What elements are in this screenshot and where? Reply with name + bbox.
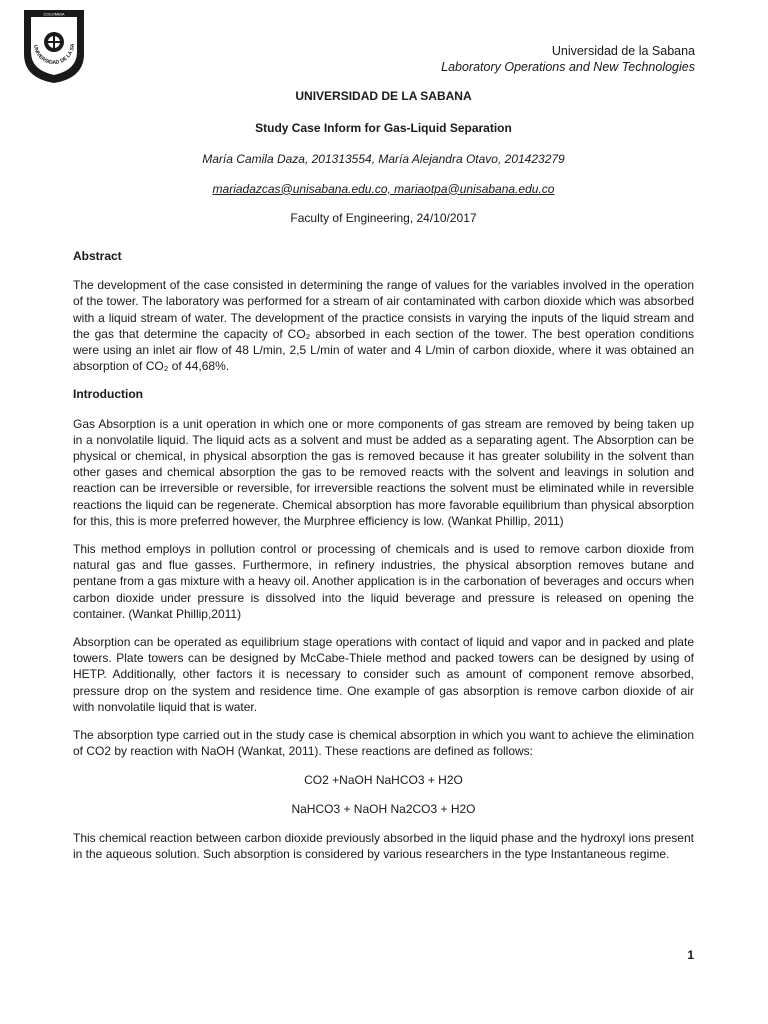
authors-line: María Camila Daza, 201313554, María Alejandra Otavo, 201423279 xyxy=(202,152,565,167)
author-emails[interactable]: mariadazcas@unisabana.edu.co, mariaotpa@unisabana.edu.co xyxy=(212,181,555,196)
logo-ring-text: UNIVERSIDAD DE LA SA xyxy=(31,43,77,67)
header-department: Laboratory Operations and New Technologies xyxy=(441,60,695,74)
faculty-date: Faculty of Engineering, 24/10/2017 xyxy=(290,210,477,225)
reaction-equation-1: CO2 +NaOH NaHCO3 + H2O xyxy=(304,772,463,787)
institution-title: UNIVERSIDAD DE LA SABANA xyxy=(295,89,472,103)
abstract-heading: Abstract xyxy=(73,249,122,264)
university-logo xyxy=(22,8,86,84)
logo-top-text: COLOMBIA xyxy=(43,11,65,17)
intro-paragraph-1: Gas Absorption is a unit operation in which one or more components of gas stream are removed by being taken up in a nonvolatile liquid. The liquid acts as a solvent and must be added as a separating agent. The Absorption can be physical or chemical, in physical absorption the gas is removed because it has greater solubility in the solvent than other gases and chemical absorption the gas to be removed reacts with the solvent and leavings in solution and reaction can be irreversible or reversible, for irreversible reactions the solvent must be eliminated while in reversible reactions the liquid can be regenerate. Chemical absorption has more favorable equilibrium than physical absorption for this, this is more preferred however, the Murphree efficiency is low. (Wankat Phillip, 2011) xyxy=(73,416,694,528)
intro-paragraph-4: The absorption type carried out in the study case is chemical absorption in which you want to achieve the elimination of CO2 by reaction with NaOH (Wankat, 2011). These reactions are defined as follows: xyxy=(73,728,694,759)
intro-paragraph-2: This method employs in pollution control or processing of chemicals and is used to remove carbon dioxide from natural gas and flue gasses. Furthermore, in refinery industries, the physical absorption removes butane and pentane from a gas mixture with a heavy oil. Another application is in the carbonation of beverages and occurs when carbon dioxide under pressure is dissolved into the liquid beverage and pressure is released on opening the container. (Wankat Phillip,2011) xyxy=(73,542,694,621)
report-title: Study Case Inform for Gas-Liquid Separation xyxy=(255,121,512,136)
header-university: Universidad de la Sabana xyxy=(551,44,695,58)
abstract-paragraph: The development of the case consisted in determining the range of values for the variables involved in the operation of the tower. The laboratory was performed for a stream of air contaminated with carbon dioxide which was absorbed with a liquid stream of water. The development of the practice consists in varying the inputs of the liquid stream and the gas that determine the capacity of CO₂ absorbed in each section of the tower. The best operation conditions were using an inlet air flow of 48 L/min, 2,5 L/min of water and 4 L/min of carbon dioxide, where it was obtained an absorption of CO₂ of 44,68%. xyxy=(73,278,694,374)
introduction-heading: Introduction xyxy=(73,387,143,402)
document-body xyxy=(73,88,694,874)
page-header xyxy=(441,43,695,75)
intro-paragraph-5: This chemical reaction between carbon dioxide previously absorbed in the liquid phase and the hydroxyl ions present in the aqueous solution. Such absorption is considered by various researchers in the type Instantaneous regime. xyxy=(73,830,694,862)
intro-paragraph-3: Absorption can be operated as equilibrium stage operations with contact of liquid and vapor and in packed and plate towers. Plate towers can be designed by McCabe-Thiele method and packed towers can be designed by using of HETP. Additionally, other factors it is necessary to consider such as amount of component remove absorbed, pressure drop on the system and residence time. One example of gas absorption is remove carbon dioxide of air with nonvolatile liquid that is water. xyxy=(73,635,694,714)
page-number: 1 xyxy=(687,948,694,962)
reaction-equation-2: NaHCO3 + NaOH Na2CO3 + H2O xyxy=(291,801,476,816)
